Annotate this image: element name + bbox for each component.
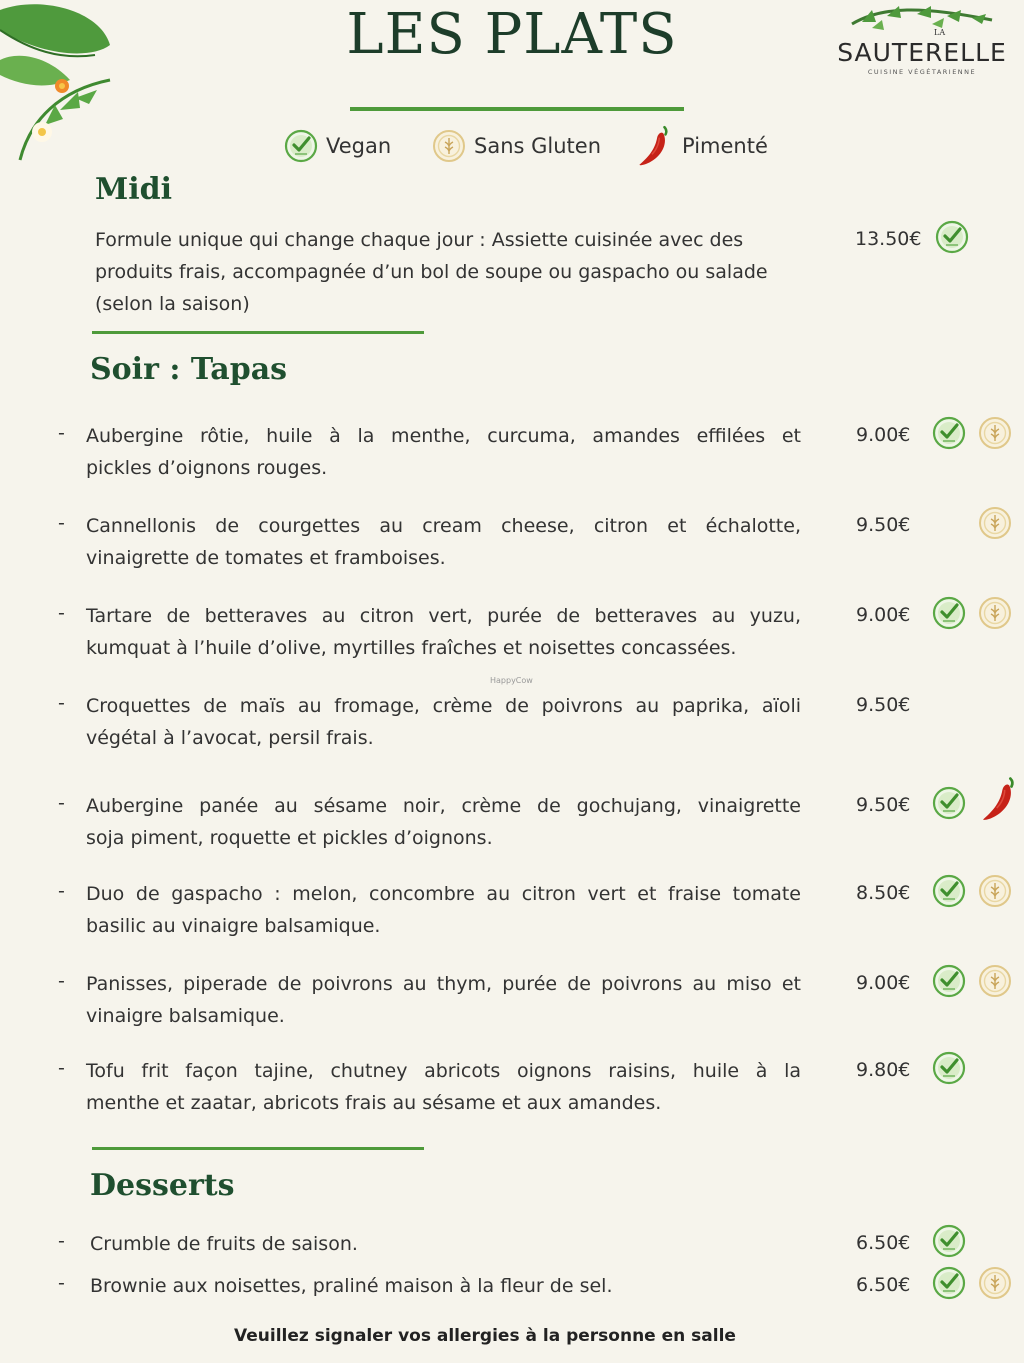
vegan-icon xyxy=(932,1051,966,1085)
legend-spicy xyxy=(634,126,768,166)
menu-item-price: 8.50€ xyxy=(856,882,911,904)
restaurant-logo xyxy=(834,4,1010,84)
vegan-icon xyxy=(935,220,969,254)
menu-item-price: 9.00€ xyxy=(856,604,911,626)
menu-item-line: menthe et zaatar, abricots frais au sésame et aux amandes. xyxy=(86,1092,662,1114)
vegan-icon xyxy=(932,1266,966,1300)
menu-item-price: 9.00€ xyxy=(856,424,911,446)
section-title-midi: Midi xyxy=(95,172,172,207)
logo-name: SAUTERELLE xyxy=(837,38,1007,67)
menu-item-line: Panisses, piperade de poivrons au thym, purée de poivrons au miso et xyxy=(86,973,801,995)
menu-item-description xyxy=(86,790,801,854)
list-bullet: - xyxy=(58,692,65,714)
vegan-icon xyxy=(284,129,318,163)
allergy-notice: Veuillez signaler vos allergies à la personne en salle xyxy=(234,1326,736,1346)
menu-item-description xyxy=(86,1055,801,1119)
menu-item-line: Tartare de betteraves au citron vert, purée de betteraves au yuzu, xyxy=(86,605,801,627)
menu-item-price: 9.50€ xyxy=(856,694,911,716)
legend-vegan xyxy=(284,126,391,166)
logo-leaves-icon xyxy=(842,4,1002,34)
gluten-free-icon xyxy=(978,416,1012,450)
gluten-free-icon xyxy=(978,874,1012,908)
menu-item-description xyxy=(86,510,801,574)
menu-item-price: 9.80€ xyxy=(856,1059,911,1081)
menu-item-price: 9.50€ xyxy=(856,514,911,536)
menu-item-price: 6.50€ xyxy=(856,1232,911,1254)
gluten-free-icon xyxy=(432,129,466,163)
menu-item-description xyxy=(86,878,801,942)
page-title: LES PLATS xyxy=(346,2,678,67)
menu-item-line: Tofu frit façon tajine, chutney abricots oignons raisins, huile à la xyxy=(86,1060,801,1082)
list-bullet: - xyxy=(58,970,65,992)
menu-item-price: 9.00€ xyxy=(856,972,911,994)
menu-item-line: basilic au vinaigre balsamique. xyxy=(86,915,381,937)
menu-item-description xyxy=(90,1270,805,1302)
menu-item-description xyxy=(86,968,801,1032)
vegan-icon xyxy=(932,416,966,450)
vegan-icon xyxy=(932,596,966,630)
section-title-soir: Soir : Tapas xyxy=(90,352,288,387)
menu-item-price: 6.50€ xyxy=(856,1274,911,1296)
gluten-free-icon xyxy=(978,1266,1012,1300)
logo-la: LA xyxy=(934,28,946,37)
menu-item-line: Cannellonis de courgettes au cream cheese, citron et échalotte, xyxy=(86,515,801,537)
legend-gluten-free xyxy=(432,126,601,166)
midi-line: (selon la saison) xyxy=(95,293,250,315)
list-bullet: - xyxy=(58,1230,65,1252)
menu-item-line: Aubergine panée au sésame noir, crème de gochujang, vinaigrette xyxy=(86,795,801,817)
list-bullet: - xyxy=(58,422,65,444)
menu-item-price: 9.50€ xyxy=(856,794,911,816)
menu-item-description xyxy=(86,690,801,754)
menu-item-line: Crumble de fruits de saison. xyxy=(90,1233,358,1255)
watermark: HappyCow xyxy=(490,676,533,685)
menu-item-description xyxy=(90,1228,805,1260)
gluten-free-icon xyxy=(978,506,1012,540)
chili-pepper-icon xyxy=(978,774,1020,824)
section-title-desserts: Desserts xyxy=(90,1168,235,1203)
menu-item-line: végétal à l’avocat, persil frais. xyxy=(86,727,374,749)
logo-subtitle: CUISINE VÉGÉTARIENNE xyxy=(867,68,977,76)
leaf-decoration-icon xyxy=(0,0,130,170)
list-bullet: - xyxy=(58,602,65,624)
vegan-icon xyxy=(932,1224,966,1258)
list-bullet: - xyxy=(58,1272,65,1294)
menu-item-line: kumquat à l’huile d’olive, myrtilles fraîches et noisettes concassées. xyxy=(86,637,737,659)
menu-item-line: Aubergine rôtie, huile à la menthe, curcuma, amandes effilées et xyxy=(86,425,801,447)
midi-description xyxy=(95,224,815,320)
list-bullet: - xyxy=(58,1057,65,1079)
menu-item-line: Croquettes de maïs au fromage, crème de poivrons au paprika, aïoli xyxy=(86,695,801,717)
section-divider xyxy=(92,331,424,334)
chili-pepper-icon xyxy=(634,123,674,169)
vegan-icon xyxy=(932,874,966,908)
menu-item-line: pickles d’oignons rouges. xyxy=(86,457,328,479)
menu-item-line: soja piment, roquette et pickles d’oignons. xyxy=(86,827,493,849)
menu-item-line: vinaigre balsamique. xyxy=(86,1005,285,1027)
menu-item-line: Duo de gaspacho : melon, concombre au citron vert et fraise tomate xyxy=(86,883,801,905)
section-divider xyxy=(92,1147,424,1150)
gluten-free-icon xyxy=(978,596,1012,630)
legend-label: Sans Gluten xyxy=(474,134,602,158)
list-bullet: - xyxy=(58,512,65,534)
menu-item-line: Brownie aux noisettes, praliné maison à la fleur de sel. xyxy=(90,1275,613,1297)
gluten-free-icon xyxy=(978,964,1012,998)
midi-line: produits frais, accompagnée d’un bol de soupe ou gaspacho ou salade xyxy=(95,261,768,283)
vegan-icon xyxy=(932,964,966,998)
menu-item-line: vinaigrette de tomates et framboises. xyxy=(86,547,446,569)
menu-item-description xyxy=(86,420,801,484)
menu-item-description xyxy=(86,600,801,664)
title-divider xyxy=(350,107,684,111)
midi-price: 13.50€ xyxy=(855,228,922,250)
vegan-icon xyxy=(932,786,966,820)
midi-line: Formule unique qui change chaque jour : Assiette cuisinée avec des xyxy=(95,229,744,251)
legend-label: Pimenté xyxy=(682,134,768,158)
list-bullet: - xyxy=(58,792,65,814)
legend-label: Vegan xyxy=(326,134,392,158)
list-bullet: - xyxy=(58,880,65,902)
